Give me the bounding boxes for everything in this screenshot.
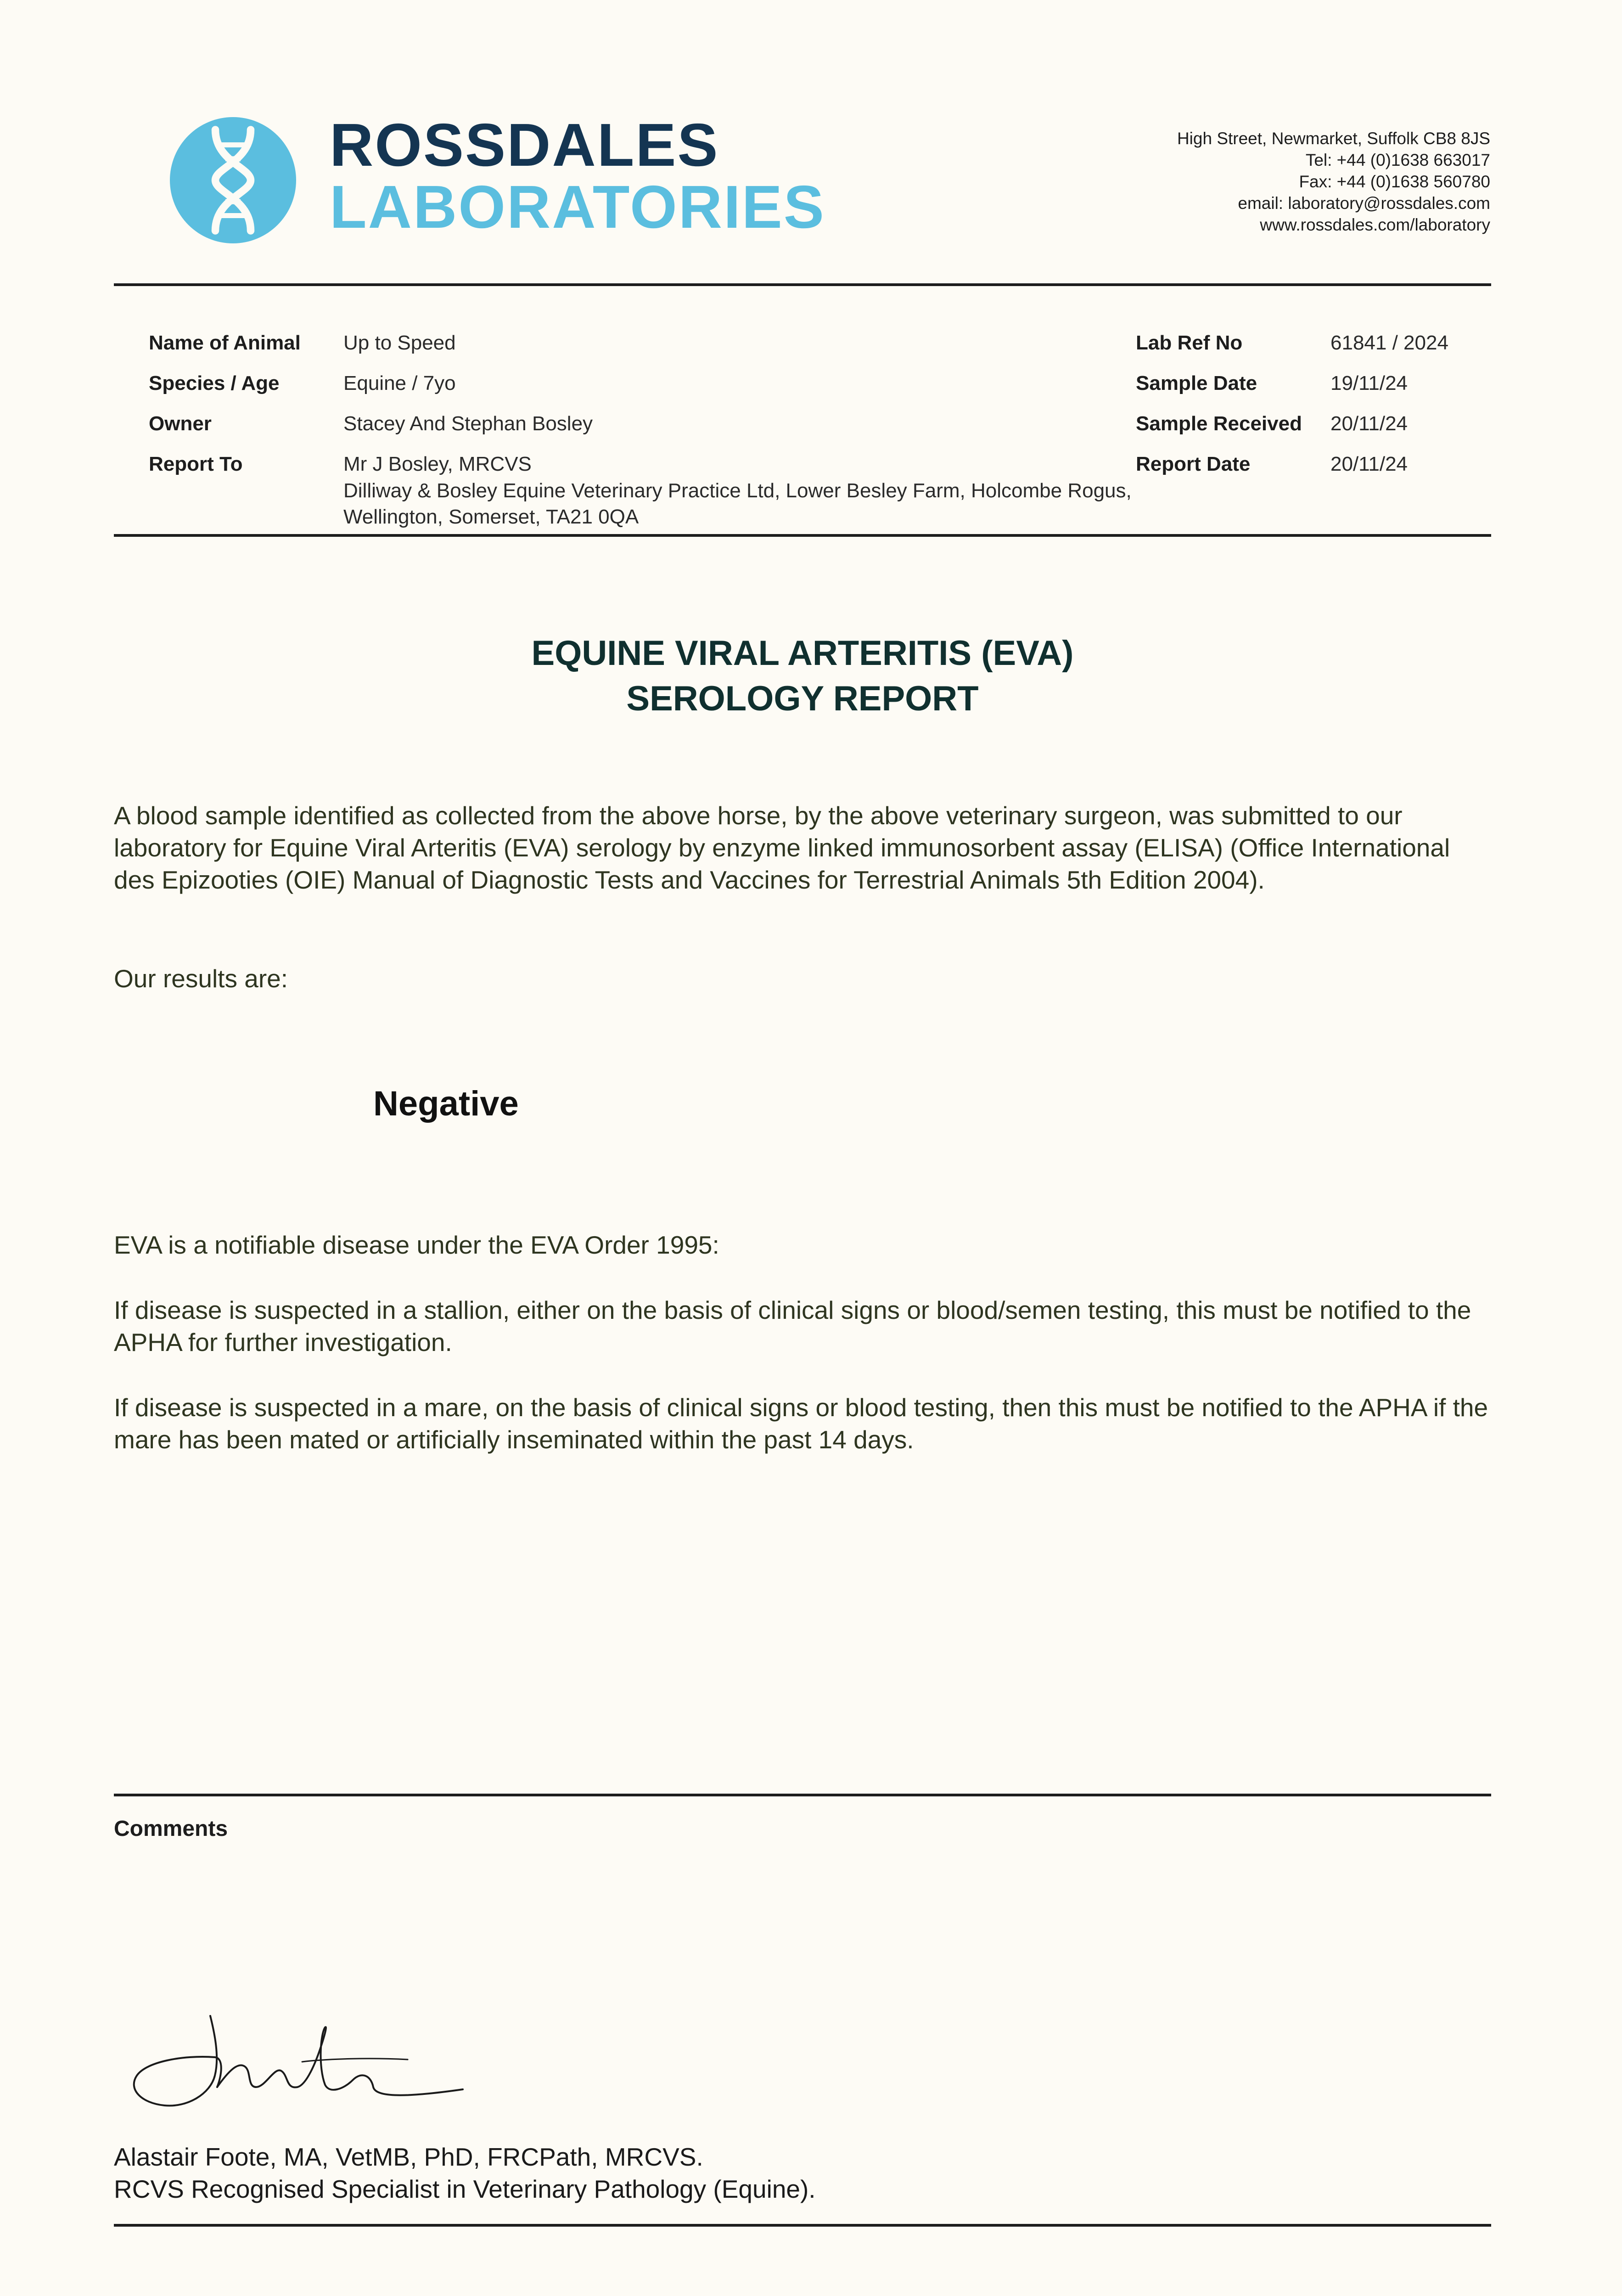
comments-label: Comments <box>114 1817 228 1841</box>
report-title-line2: SEROLOGY REPORT <box>626 679 979 718</box>
label-sample-date: Sample Date <box>1136 372 1257 394</box>
signatory-title: RCVS Recognised Specialist in Veterinary Pathology (Equine). <box>114 2175 816 2203</box>
signatory-name: Alastair Foote, MA, VetMB, PhD, FRCPath, MRCVS. <box>114 2143 703 2171</box>
mare-note: If disease is suspected in a mare, on the basis of clinical signs or blood testing, then this must be notified to the APHA if the mare has been mated or artificially inseminated within the past 14 days. <box>114 1393 1488 1454</box>
dna-helix-icon <box>170 117 296 243</box>
value-owner: Stacey And Stephan Bosley <box>343 412 593 435</box>
brand-name: ROSSDALES <box>330 111 719 179</box>
contact-fax: Fax: +44 (0)1638 560780 <box>1299 172 1490 191</box>
info-divider <box>114 534 1491 537</box>
footer-divider <box>114 2224 1491 2227</box>
value-lab-ref-no: 61841 / 2024 <box>1330 332 1448 354</box>
label-lab-ref-no: Lab Ref No <box>1136 332 1243 354</box>
test-result: Negative <box>373 1084 519 1123</box>
results-intro: Our results are: <box>114 964 288 993</box>
contact-block <box>1031 128 1490 236</box>
value-report-to: Mr J Bosley, MRCVS <box>343 453 532 475</box>
comments-divider <box>114 1794 1491 1796</box>
value-sample-date: 19/11/24 <box>1330 372 1408 394</box>
header-divider <box>114 283 1491 286</box>
notifiable-statement: EVA is a notifiable disease under the EVA Order 1995: <box>114 1231 719 1259</box>
contact-tel: Tel: +44 (0)1638 663017 <box>1305 151 1490 169</box>
label-species-age: Species / Age <box>149 372 280 394</box>
brand-subname: LABORATORIES <box>330 173 825 241</box>
label-sample-received: Sample Received <box>1136 412 1302 435</box>
label-report-date: Report Date <box>1136 453 1251 475</box>
label-owner: Owner <box>149 412 212 435</box>
label-report-to: Report To <box>149 453 243 475</box>
value-report-date: 20/11/24 <box>1330 453 1408 475</box>
contact-website: www.rossdales.com/laboratory <box>1260 215 1490 234</box>
value-name-of-animal: Up to Speed <box>343 332 456 354</box>
value-species-age: Equine / 7yo <box>343 372 456 394</box>
stallion-note: If disease is suspected in a stallion, either on the basis of clinical signs or blood/semen testing, this must be notified to the APHA for further investigation. <box>114 1296 1471 1356</box>
contact-email: email: laboratory@rossdales.com <box>1238 194 1490 213</box>
contact-address: High Street, Newmarket, Suffolk CB8 8JS <box>1177 129 1490 148</box>
value-sample-received: 20/11/24 <box>1330 412 1408 435</box>
value-report-to-address: Dilliway & Bosley Equine Veterinary Practice Ltd, Lower Besley Farm, Holcombe Rogus, Wellington, Somerset, TA21 0QA <box>343 479 1132 528</box>
signature-icon <box>123 2007 472 2122</box>
report-title-line1: EQUINE VIRAL ARTERITIS (EVA) <box>531 634 1074 673</box>
label-name-of-animal: Name of Animal <box>149 332 301 354</box>
intro-paragraph: A blood sample identified as collected from the above horse, by the above veterinary surgeon, was submitted to our laboratory for Equine Viral Arteritis (EVA) serology by enzyme linked immunosorbent assay (ELISA) (Office International des Epizooties (OIE) Manual of Diagnostic Tests and Vaccines for Terrestrial Animals 5th Edition 2004). <box>114 801 1450 894</box>
